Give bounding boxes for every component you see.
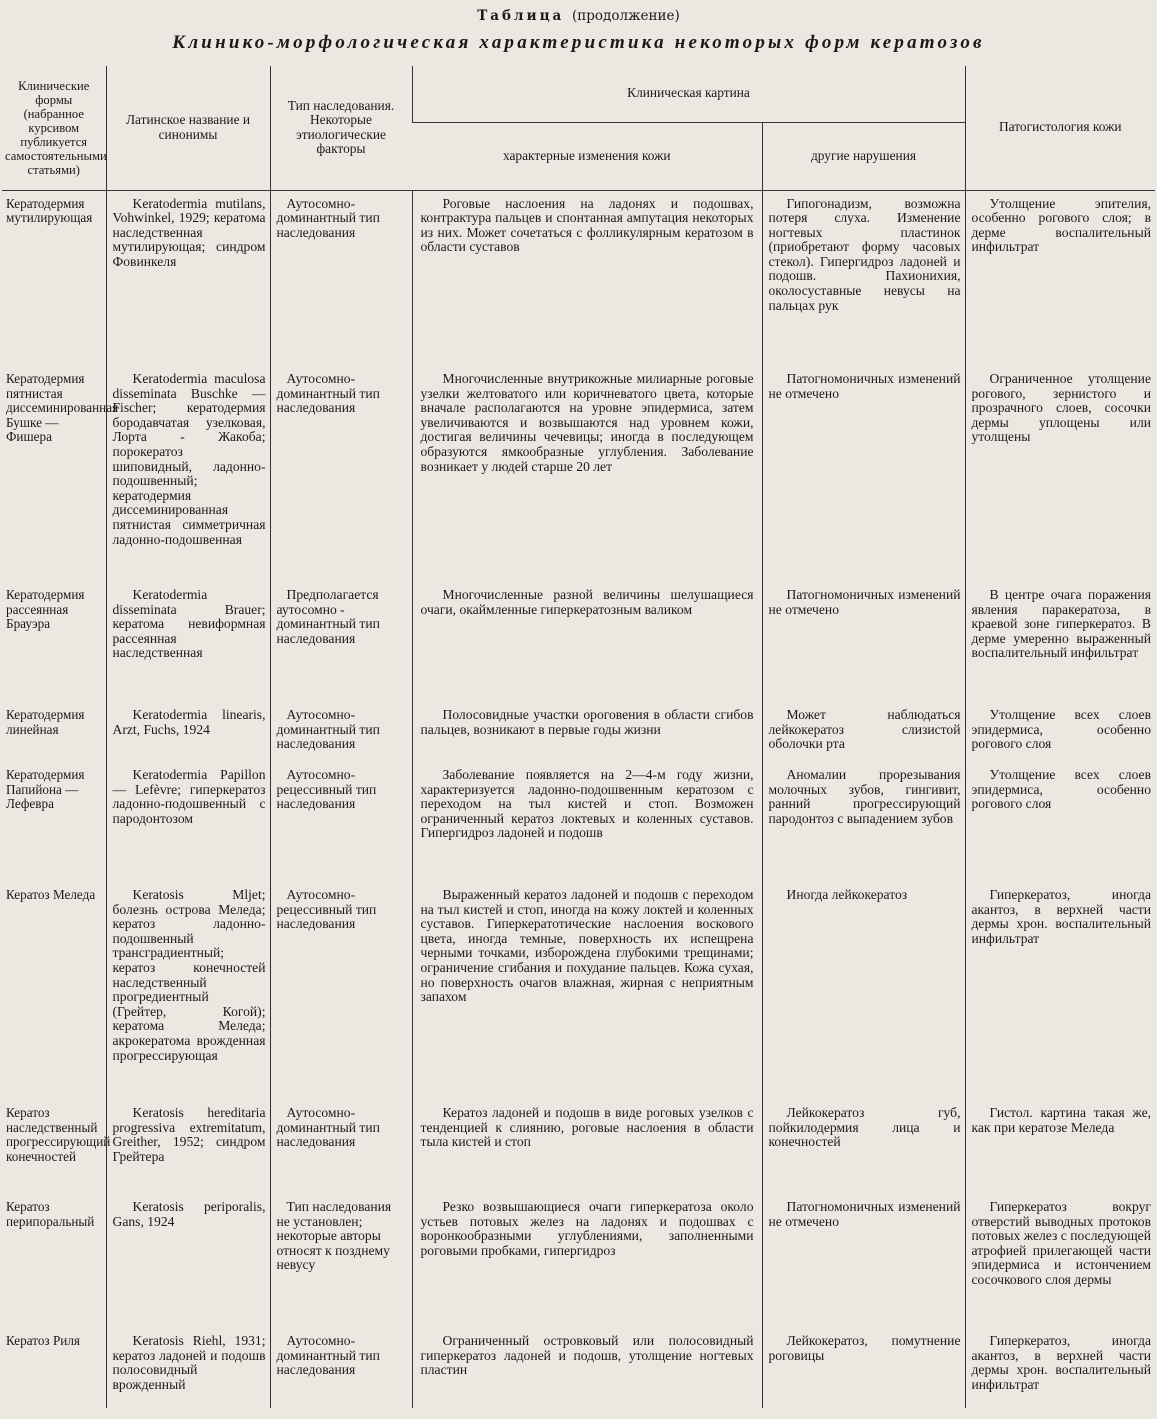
row-other-disorders: Может наблюдаться лейкокератоз слизистой оболочки рта (762, 702, 965, 762)
row-latin-name: Keratodermia Papillon — Lefèvre; гиперкератоз ладонно-подошвенный с пародонтозом (106, 762, 270, 882)
row-skin-changes: Роговые наслоения на ладонях и подошвах, контрактура пальцев и спонтанная ампутация некоторых из них. Может сочетаться с фолликулярным кератозом в области суставов (412, 190, 762, 366)
row-skin-changes: Многочисленные внутрикожные милиарные роговые узелки желтоватого или коричневатого цвета, которые вначале располагаются на уровне эпидермиса, затем увеличиваются и возвышаются над уровнем кожи, достигая величины чечевицы; иногда в последующем образуются ямкообразные углубления. Заболевание возникает у людей старше 20 лет (412, 366, 762, 582)
row-clinical-form: Кератоз наследственный прогрессирующий конечностей (6, 1105, 111, 1164)
header-latin: Латинское название и синонимы (106, 66, 270, 190)
header-skin-changes: характерные изменения кожи (412, 122, 762, 190)
table-row (2, 190, 1155, 366)
row-inheritance: Аутосомно-доминантный тип наследования (270, 702, 412, 762)
row-inheritance: Аутосомно-доминантный тип наследования (270, 366, 412, 582)
row-clinical-form: Кератоз перипоральный (6, 1199, 95, 1229)
header-clinical-forms: Клинические формы (набранное курсивом публикуется самостоятельными статьями) (2, 66, 106, 190)
row-clinical-form: Кератодермия пятнистая диссеминированная Бушке — Фишера (6, 371, 119, 445)
table-row (2, 582, 1155, 702)
header-pathology: Патогистология кожи (965, 66, 1155, 190)
row-clinical-form: Кератодермия Папийона — Лефевра (6, 767, 85, 812)
row-pathology: В центре очага поражения явления паракератоза, в краевой зоне гиперкератоз. В дерме умеренно выраженный воспалительный инфильтрат (965, 582, 1155, 702)
caption-label: Таблица (477, 8, 565, 24)
row-pathology: Утолщение всех слоев эпидермиса, особенно рогового слоя (965, 702, 1155, 762)
row-latin-name: Keratosis hereditaria progressiva extremitatum, Greither, 1952; синдром Грейтера (106, 1100, 270, 1194)
table-row (2, 882, 1155, 1100)
row-clinical-form: Кератоз Риля (6, 1333, 80, 1348)
row-skin-changes: Выраженный кератоз ладоней и подошв с переходом на тыл кистей и стоп, иногда на кожу локтей и коленных суставов. Гиперкератотические наслоения воскового цвета, иногда темные, поверхность их испещрена черными точками, изборождена глубокими трещинами; ограничение сгибания и похудание пальцев. Кожа сухая, но поверхность очагов влажная, жирная с неприятным запахом (412, 882, 762, 1100)
row-inheritance: Аутосомно-доминантный тип наследования (270, 190, 412, 366)
row-skin-changes: Многочисленные разной величины шелушащиеся очаги, окаймленные гиперкератозным валиком (412, 582, 762, 702)
table-row (2, 1328, 1155, 1408)
row-skin-changes: Кератоз ладоней и подошв в виде роговых узелков с тенденцией к слиянию, роговые наслоения в области тыла кистей и стоп (412, 1100, 762, 1194)
row-other-disorders: Гипогонадизм, возможна потеря слуха. Изменение ногтевых пластинок (приобретают форму часовых стекол). Гипергидроз ладоней и подошв. Пахионихия, околосуставные невусы на пальцах рук (762, 190, 965, 366)
row-other-disorders: Патогномоничных изменений не отмечено (762, 582, 965, 702)
row-inheritance: Предполагается аутосомно - доминантный тип наследования (270, 582, 412, 702)
header-inheritance: Тип наследования. Некоторые этиологические факторы (270, 66, 412, 190)
row-other-disorders: Патогномоничных изменений не отмечено (762, 1194, 965, 1328)
table-row (2, 366, 1155, 582)
row-skin-changes: Резко возвышающиеся очаги гиперкератоза около устьев потовых желез на ладонях и подошвах с воронкообразными углублениями, заполненными роговыми пробками, гипергидроз (412, 1194, 762, 1328)
row-pathology: Утолщение эпителия, особенно рогового слоя; в дерме воспалительный инфильтрат (965, 190, 1155, 366)
page-title: Клинико-морфологическая характеристика некоторых форм кератозов (172, 32, 985, 53)
row-inheritance: Аутосомно-доминантный тип наследования (270, 1328, 412, 1408)
row-pathology: Утолщение всех слоев эпидермиса, особенно рогового слоя (965, 762, 1155, 882)
row-latin-name: Keratodermia maculosa disseminata Buschke — Fischer; кератодермия бородавчатая узелковая, Лорта - Жакоба; порокератоз шиповидный, ладонно-подошвенный; кератодермия диссеминированная пятнистая симметричная ладонно-подошвенная (106, 366, 270, 582)
row-clinical-form: Кератоз Меледа (6, 887, 96, 902)
table-row (2, 762, 1155, 882)
row-inheritance: Тип наследования не установлен; некоторые авторы относят к позднему невусу (270, 1194, 412, 1328)
row-latin-name: Keratodermia disseminata Brauer; кератома невиформная рассеянная наследственная (106, 582, 270, 702)
row-other-disorders: Иногда лейкокератоз (762, 882, 965, 1100)
row-pathology: Гиперкератоз вокруг отверстий выводных протоков потовых желез с последующей атрофией прилегающей части эпидермиса и истончением сосочкового слоя дермы (965, 1194, 1155, 1328)
keratosis-table (2, 66, 1155, 1408)
table-row (2, 1100, 1155, 1194)
row-pathology: Гистол. картина такая же, как при кератозе Меледа (965, 1100, 1155, 1194)
row-latin-name: Keratodermia mutilans, Vohwinkel, 1929; кератома наследственная мутилирующая; синдром Фовинкеля (106, 190, 270, 366)
row-skin-changes: Заболевание появляется на 2—4-м году жизни, характеризуется ладонно-подошвенным кератозом с переходом на тыл кистей и стоп. Возможен ограниченный кератоз локтевых и коленных суставов. Гипергидроз ладоней и подошв (412, 762, 762, 882)
row-clinical-form: Кератодермия рассеянная Брауэра (6, 587, 85, 632)
row-pathology: Гиперкератоз, иногда акантоз, в верхней части дермы хрон. воспалительный инфильтрат (965, 1328, 1155, 1408)
table-row (2, 1194, 1155, 1328)
header-other: другие нарушения (762, 122, 965, 190)
table-caption (0, 8, 1157, 24)
row-other-disorders: Лейкокератоз губ, пойкилодермия лица и конечностей (762, 1100, 965, 1194)
row-skin-changes: Ограниченный островковый или полосовидный гиперкератоз ладоней и подошв, утолщение ногтевых пластин (412, 1328, 762, 1408)
row-pathology: Гиперкератоз, иногда акантоз, в верхней части дермы хрон. воспалительный инфильтрат (965, 882, 1155, 1100)
row-pathology: Ограниченное утолщение рогового, зернистого и прозрачного слоев, сосочки дермы уплощены или утолщены (965, 366, 1155, 582)
header-clinical-picture: Клиническая картина (412, 66, 965, 122)
row-latin-name: Keratosis Riehl, 1931; кератоз ладоней и подошв полосовидный врожденный (106, 1328, 270, 1408)
row-latin-name: Keratosis periporalis, Gans, 1924 (106, 1194, 270, 1328)
table-row (2, 702, 1155, 762)
row-inheritance: Аутосомно-рецессивный тип наследования (270, 762, 412, 882)
row-clinical-form: Кератодермия мутилирующая (6, 195, 93, 226)
row-inheritance: Аутосомно-рецессивный тип наследования (270, 882, 412, 1100)
caption-continued: (продолжение) (572, 8, 680, 24)
row-latin-name: Keratodermia linearis, Arzt, Fuchs, 1924 (106, 702, 270, 762)
row-other-disorders: Аномалии прорезывания молочных зубов, гингивит, ранний прогрессирующий пародонтоз с выпадением зубов (762, 762, 965, 882)
row-other-disorders: Патогномоничных изменений не отмечено (762, 366, 965, 582)
row-latin-name: Keratosis Mljet; болезнь острова Меледа; кератоз ладонно-подошвенный трансградиентный; кератоз конечностей наследственный прогредиентный (Грейтер, Когой); кератома Меледа; акрокератома врожденная прогрессирующая (106, 882, 270, 1100)
row-inheritance: Аутосомно-доминантный тип наследования (270, 1100, 412, 1194)
row-other-disorders: Лейкокератоз, помутнение роговицы (762, 1328, 965, 1408)
row-clinical-form: Кератодермия линейная (6, 707, 85, 737)
row-skin-changes: Полосовидные участки ороговения в области сгибов пальцев, возникают в первые годы жизни (412, 702, 762, 762)
